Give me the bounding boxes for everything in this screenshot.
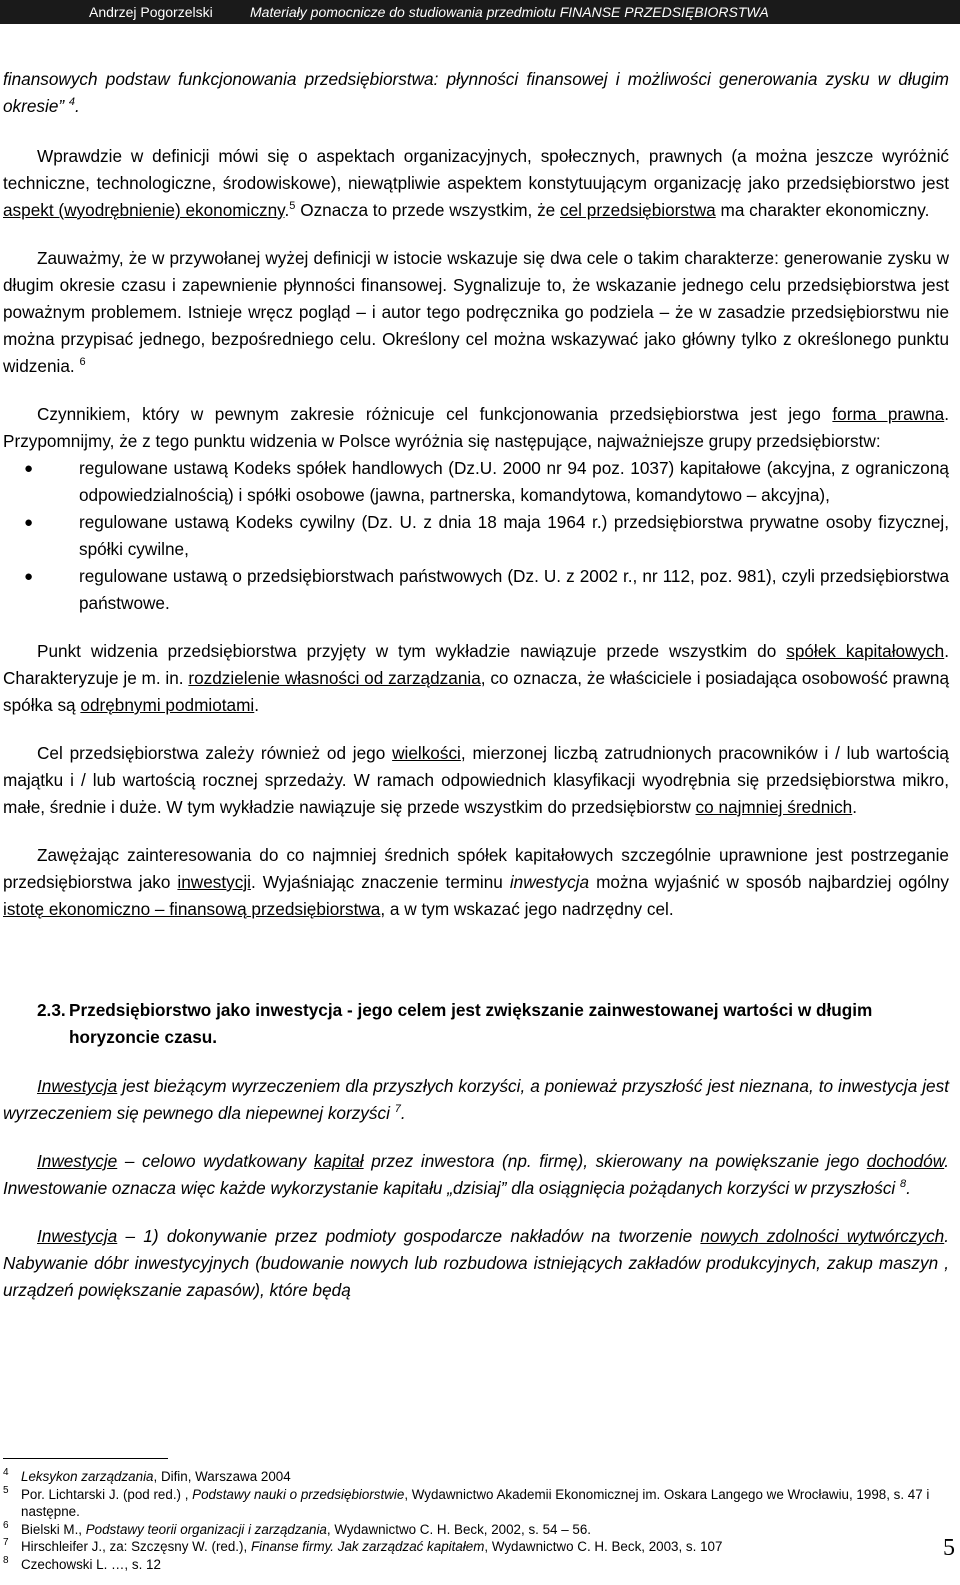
paragraph-text: . [906,1178,911,1198]
enterprise-groups-list [3,455,949,617]
footnote-title: Podstawy teorii organizacji i zarządzania [85,1521,327,1537]
footnote-title: Finanse firmy. Jak zarządzać kapitałem [250,1539,485,1554]
paragraph-text: Wprawdzie w definicji mówi się o aspektach organizacyjnych, społecznych, prawnych (a można jeszcze wyróżnić techniczne, technologiczne, środowiskowe), niewątpliwie aspektem konstytuującym organizację jako przedsiębiorstwo jest [3,146,949,193]
paragraph-text: . [75,96,80,116]
underlined-term: spółek kapitałowych [786,641,945,661]
underlined-term: cel przedsiębiorstwa [560,200,716,220]
footnote [3,1521,949,1539]
paragraph-text: . [284,200,290,220]
footnote-text: , Wydawnictwo C. H. Beck, 2002, s. 54 – 56. [326,1521,591,1537]
header-author: Andrzej Pogorzelski [89,4,213,20]
footnote-text: Bielski M., [21,1521,86,1537]
footnote-number: 6 [3,1519,9,1531]
document-body [3,66,949,1304]
paragraph-text: można wyjaśnić w sposób najbardziej ogólny [589,872,950,892]
header-series-title: Materiały pomocnicze do studiowania przedmiotu FINANSE PRZEDSIĘBIORSTWA [250,4,769,20]
paragraph-continuation [3,66,949,120]
footnote-ref[interactable]: 7 [394,1103,401,1115]
list-item [3,455,949,509]
footnote [3,1538,949,1556]
footnote [3,1468,949,1486]
footnote-text: Hirschleifer J., za: Szczęsny W. (red.), [21,1539,251,1554]
page-header [0,0,960,24]
footnote-title: Leksykon zarządzania [21,1469,154,1484]
paragraph-investment-view [3,842,949,923]
footnote-ref[interactable]: 5 [289,200,296,212]
paragraph-investment-definition-1 [3,1073,949,1127]
paragraph-legal-form [3,401,949,455]
paragraph-two-goals [3,245,949,380]
paragraph-text: – celowo wydatkowany [117,1151,314,1171]
bullet-icon: ● [24,514,34,531]
section-heading [3,997,949,1051]
section-number: 2.3. [37,1000,66,1020]
list-item-text: regulowane ustawą Kodeks cywilny (Dz. U. z dnia 18 maja 1964 r.) przedsiębiorstwa prywatne osoby fizycznej, spółki cywilne, [79,512,949,559]
bullet-icon: ● [24,568,34,585]
underlined-term: dochodów [866,1151,945,1171]
underlined-term: forma prawna [832,404,945,424]
section-title: Przedsiębiorstwo jako inwestycja - jego celem jest zwiększanie zainwestowanej wartości w długim horyzoncie czasu. [69,1000,873,1047]
underlined-term: kapitał [313,1151,364,1171]
footnote-number: 8 [3,1554,9,1566]
underlined-term: istotę ekonomiczno – finansową przedsiębiorstwa [3,899,381,919]
paragraph-text: Oznacza to przede wszystkim, że [295,200,561,220]
paragraph-text: – 1) dokonywanie przez podmioty gospodarcze nakładów na tworzenie [117,1226,701,1246]
underlined-term: odrębnymi podmiotami [80,695,255,715]
footnote-title: Podstawy nauki o przedsiębiorstwie [192,1486,405,1502]
paragraph-text: Punkt widzenia przedsiębiorstwa przyjęty w tym wykładzie nawiązuje przede wszystkim do [37,641,787,661]
footnote-number: 7 [3,1537,9,1548]
paragraph-text: . Przypomnijmy, że z tego punktu widzenia w Polsce wyróżnia się następujące, najważniejsze grupy przedsiębiorstw: [3,404,949,451]
underlined-term: Inwestycja [37,1076,118,1096]
paragraph-text: . Nabywanie dóbr inwestycyjnych (budowanie nowych lub rozbudowa istniejących zakładów produkcyjnych, zakup maszyn , urządzeń powiększanie zapasów), które będą [3,1226,950,1300]
footnotes [3,1468,949,1573]
footnote-number: 5 [3,1484,9,1496]
footnote-separator [3,1458,168,1459]
paragraph-text: . [400,1103,406,1123]
paragraph-text: Zauważmy, że w przywołanej wyżej definicji w istocie wskazuje się dwa cele o takim charakterze: generowanie zysku w długim okresie czasu i zapewnienie płynności finansowej. Sygnalizuje to, że wskazanie jednego celu przedsiębiorstwa jest poważnym problemem. Istnieje wręcz pogląd – i autor tego podręcznika go podziela – że w zasadzie przedsiębiorstwu nie można przypisać jednego, bezpośredniego celu. Określony cel można wskazywać jako główny tylko z określonego punktu widzenia. [3,248,949,376]
underlined-term: aspekt (wyodrębnienie) ekonomiczny [3,200,285,220]
paragraph-text: przez inwestora (np. firmę), skierowany na powiększanie jego [363,1151,867,1171]
footnote-text: , Wydawnictwo C. H. Beck, 2003, s. 107 [484,1539,723,1554]
underlined-term: inwestycji [177,872,251,892]
underlined-term: wielkości [392,743,461,763]
paragraph-enterprise-size [3,740,949,821]
paragraph-text: , a w tym wskazać jego nadrzędny cel. [380,899,674,919]
paragraph-text: . Charakteryzuje je m. in. [3,641,950,688]
underlined-term: nowych zdolności wytwórczych [700,1226,945,1246]
underlined-term: rozdzielenie własności od zarządzania [188,668,481,688]
footnote-number: 4 [3,1467,9,1478]
footnote [3,1486,949,1521]
paragraph-definition-aspects [3,143,949,224]
bullet-icon: ● [24,460,34,477]
paragraph-text: , co oznacza, że właściciele i posiadająca osobowość prawną spółka są [3,668,949,715]
paragraph-text: . [852,797,858,817]
paragraph-text: ma charakter ekonomiczny. [715,200,930,220]
paragraph-investment-definition-2 [3,1148,949,1202]
footnote-ref[interactable]: 4 [68,96,76,108]
footnote-ref[interactable]: 8 [900,1178,907,1190]
underlined-term: co najmniej średnich [695,797,853,817]
list-item-text: regulowane ustawą o przedsiębiorstwach państwowych (Dz. U. z 2002 r., nr 112, poz. 981), czyli przedsiębiorstwa państwowe. [79,566,949,613]
list-item [3,563,949,617]
paragraph-text: . Wyjaśniając znaczenie terminu [250,872,510,892]
footnote-ref[interactable]: 6 [79,356,86,368]
paragraph-text: jest bieżącym wyrzeczeniem dla przyszłych korzyści, a ponieważ przyszłość jest nieznana, to inwestycja jest wyrzeczeniem się pewnego dla niepewnej korzyści [3,1076,949,1123]
paragraph-text: . [254,695,260,715]
italic-term: inwestycja [509,872,590,892]
underlined-term: Inwestycja [37,1226,118,1246]
paragraph-text: Cel przedsiębiorstwa zależy również od jego [37,743,393,763]
paragraph-text: , mierzonej liczbą zatrudnionych pracowników i / lub wartością majątku i / lub wartością rocznej sprzedaży. W ramach odpowiednich klasyfikacji wyodrębnia się przedsiębiorstwa mikro, małe, średnie i duże. W tym wykładzie nawiązuje się przede wszystkim do przedsiębiorstw [3,743,949,817]
list-item-text: regulowane ustawą Kodeks spółek handlowych (Dz.U. 2000 nr 94 poz. 1037) kapitałowe (akcyjna, z ograniczoną odpowiedzialnością) i spółki osobowe (jawna, partnerska, komandytowa, komandytowo – akcyjna), [79,458,949,505]
footnote-text: Por. Lichtarski J. (pod red.) , [21,1486,193,1502]
paragraph-text: . Inwestowanie oznacza więc każde wykorzystanie kapitału „dzisiaj” dla osiągnięcia pożądanych korzyści w przyszłości [3,1151,949,1198]
paragraph-investment-definition-3 [3,1223,949,1304]
paragraph-text: Zawężając zainteresowania do co najmniej średnich spółek kapitałowych szczególnie uprawnione jest postrzeganie przedsiębiorstwa jako [3,845,949,892]
footnote-text: Czechowski L. …, s. 12 [21,1556,161,1572]
paragraph-text: Czynnikiem, który w pewnym zakresie różnicuje cel funkcjonowania przedsiębiorstwa jest jego [37,404,833,424]
paragraph-capital-companies [3,638,949,719]
list-item [3,509,949,563]
paragraph-text: finansowych podstaw funkcjonowania przedsiębiorstwa: płynności finansowej i możliwości generowania zysku w długim okresie” [3,69,949,116]
underlined-term: Inwestycje [37,1151,118,1171]
footnote [3,1556,949,1574]
footnote-text: , Wydawnictwo Akademii Ekonomicznej im. Oskara Langego we Wrocławiu, 1998, s. 47 i następne. [21,1486,930,1519]
page-number: 5 [943,1535,955,1561]
footnote-text: , Difin, Warszawa 2004 [153,1469,291,1484]
